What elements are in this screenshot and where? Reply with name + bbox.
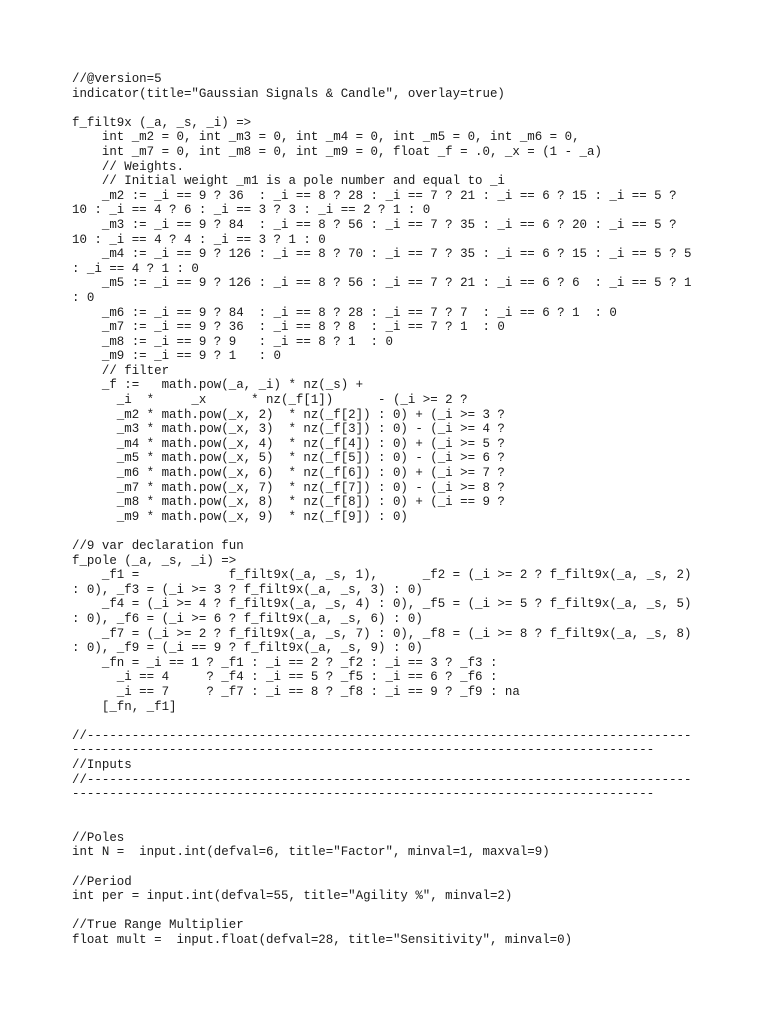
code-line: // Initial weight _m1 is a pole number and equal to _i bbox=[72, 174, 505, 189]
code-line: _m7 * math.pow(_x, 7) * nz(_f[7]) : 0) - (_i >= 8 ? bbox=[72, 480, 505, 495]
code-block bbox=[72, 72, 700, 948]
code-line: _m7 := _i == 9 ? 36 : _i == 8 ? 8 : _i == 7 ? 1 : 0 bbox=[72, 320, 505, 335]
code-line: _m2 * math.pow(_x, 2) * nz(_f[2]) : 0) + (_i >= 3 ? bbox=[72, 407, 505, 422]
code-line: _m9 * math.pow(_x, 9) * nz(_f[9]) : 0) bbox=[72, 509, 408, 524]
code-line: _m5 := _i == 9 ? 126 : _i == 8 ? 56 : _i == 7 ? 21 : _i == 6 ? 6 : _i == 5 ? 1 bbox=[72, 276, 692, 291]
code-line: 10 : _i == 4 ? 4 : _i == 3 ? 1 : 0 bbox=[72, 232, 326, 247]
code-line: 10 : _i == 4 ? 6 : _i == 3 ? 3 : _i == 2 ? 1 : 0 bbox=[72, 203, 431, 218]
code-line: _f7 = (_i >= 2 ? f_filt9x(_a, _s, 7) : 0), _f8 = (_i >= 8 ? f_filt9x(_a, _s, 8) bbox=[72, 626, 692, 641]
code-line: //--------------------------------------------------------------------------------- bbox=[72, 728, 692, 743]
code-line: int _m7 = 0, int _m8 = 0, int _m9 = 0, float _f = .0, _x = (1 - _a) bbox=[72, 144, 602, 159]
code-line bbox=[72, 802, 700, 817]
code-line: //9 var declaration fun bbox=[72, 539, 244, 553]
code-line: _f1 = f_filt9x(_a, _s, 1), _f2 = (_i >= 2 ? f_filt9x(_a, _s, 2) bbox=[72, 568, 692, 583]
code-line: _m8 := _i == 9 ? 9 : _i == 8 ? 1 : 0 bbox=[72, 334, 393, 349]
code-line: //@version=5 bbox=[72, 72, 162, 86]
code-line: ------------------------------------------------------------------------------ bbox=[72, 787, 655, 802]
code-line: _m5 * math.pow(_x, 5) * nz(_f[5]) : 0) - (_i >= 6 ? bbox=[72, 451, 505, 466]
code-line: //Period bbox=[72, 874, 132, 889]
code-line: int per = input.int(defval=55, title="Agility %", minval=2) bbox=[72, 889, 513, 904]
code-line: f_filt9x (_a, _s, _i) => bbox=[72, 115, 252, 130]
code-line: _i * _x * nz(_f[1]) - (_i >= 2 ? bbox=[72, 393, 468, 408]
code-line: _m6 * math.pow(_x, 6) * nz(_f[6]) : 0) + (_i >= 7 ? bbox=[72, 466, 505, 481]
code-line: _f4 = (_i >= 4 ? f_filt9x(_a, _s, 4) : 0), _f5 = (_i >= 5 ? f_filt9x(_a, _s, 5) bbox=[72, 597, 692, 612]
code-line: _m6 := _i == 9 ? 84 : _i == 8 ? 28 : _i == 7 ? 7 : _i == 6 ? 1 : 0 bbox=[72, 305, 617, 320]
code-line bbox=[72, 816, 700, 831]
code-line: _i == 4 ? _f4 : _i == 5 ? _f5 : _i == 6 ? _f6 : bbox=[72, 670, 498, 685]
code-line: f_pole (_a, _s, _i) => bbox=[72, 553, 237, 568]
code-line: _m9 := _i == 9 ? 1 : 0 bbox=[72, 349, 281, 364]
code-line bbox=[72, 101, 700, 116]
code-line: _i == 7 ? _f7 : _i == 8 ? _f8 : _i == 9 ? _f9 : na bbox=[72, 684, 520, 699]
code-line: //True Range Multiplier bbox=[72, 918, 244, 933]
code-line: // Weights. bbox=[72, 159, 184, 174]
code-line: ------------------------------------------------------------------------------ bbox=[72, 743, 655, 758]
code-line: : 0 bbox=[72, 290, 95, 305]
code-line: // filter bbox=[72, 363, 170, 378]
code-line: indicator(title="Gaussian Signals & Candle", overlay=true) bbox=[72, 86, 505, 101]
code-line: //Poles bbox=[72, 830, 125, 845]
code-line bbox=[72, 860, 700, 875]
code-line: [_fn, _f1] bbox=[72, 699, 177, 714]
code-line: : 0), _f9 = (_i == 9 ? f_filt9x(_a, _s, 9) : 0) bbox=[72, 641, 423, 656]
code-line: //--------------------------------------------------------------------------------- bbox=[72, 772, 692, 787]
code-line: _m8 * math.pow(_x, 8) * nz(_f[8]) : 0) + (_i == 9 ? bbox=[72, 495, 505, 510]
code-line bbox=[72, 524, 700, 539]
code-line: float mult = input.float(defval=28, title="Sensitivity", minval=0) bbox=[72, 933, 573, 948]
code-line: int _m2 = 0, int _m3 = 0, int _m4 = 0, int _m5 = 0, int _m6 = 0, bbox=[72, 130, 580, 145]
code-line: : _i == 4 ? 1 : 0 bbox=[72, 261, 199, 276]
code-line: int N = input.int(defval=6, title="Factor", minval=1, maxval=9) bbox=[72, 845, 550, 860]
code-line bbox=[72, 904, 700, 919]
code-line bbox=[72, 714, 700, 729]
code-line: _m4 * math.pow(_x, 4) * nz(_f[4]) : 0) + (_i >= 5 ? bbox=[72, 436, 505, 451]
code-line: _m4 := _i == 9 ? 126 : _i == 8 ? 70 : _i == 7 ? 35 : _i == 6 ? 15 : _i == 5 ? 5 bbox=[72, 247, 692, 262]
code-line: _m2 := _i == 9 ? 36 : _i == 8 ? 28 : _i == 7 ? 21 : _i == 6 ? 15 : _i == 5 ? bbox=[72, 188, 677, 203]
code-line: _fn = _i == 1 ? _f1 : _i == 2 ? _f2 : _i == 3 ? _f3 : bbox=[72, 655, 498, 670]
code-line: _f := math.pow(_a, _i) * nz(_s) + bbox=[72, 378, 364, 393]
code-line: : 0), _f3 = (_i >= 3 ? f_filt9x(_a, _s, 3) : 0) bbox=[72, 582, 423, 597]
code-line: //Inputs bbox=[72, 757, 132, 772]
code-line: _m3 := _i == 9 ? 84 : _i == 8 ? 56 : _i == 7 ? 35 : _i == 6 ? 20 : _i == 5 ? bbox=[72, 217, 677, 232]
code-line: _m3 * math.pow(_x, 3) * nz(_f[3]) : 0) - (_i >= 4 ? bbox=[72, 422, 505, 437]
code-line: : 0), _f6 = (_i >= 6 ? f_filt9x(_a, _s, 6) : 0) bbox=[72, 611, 423, 626]
